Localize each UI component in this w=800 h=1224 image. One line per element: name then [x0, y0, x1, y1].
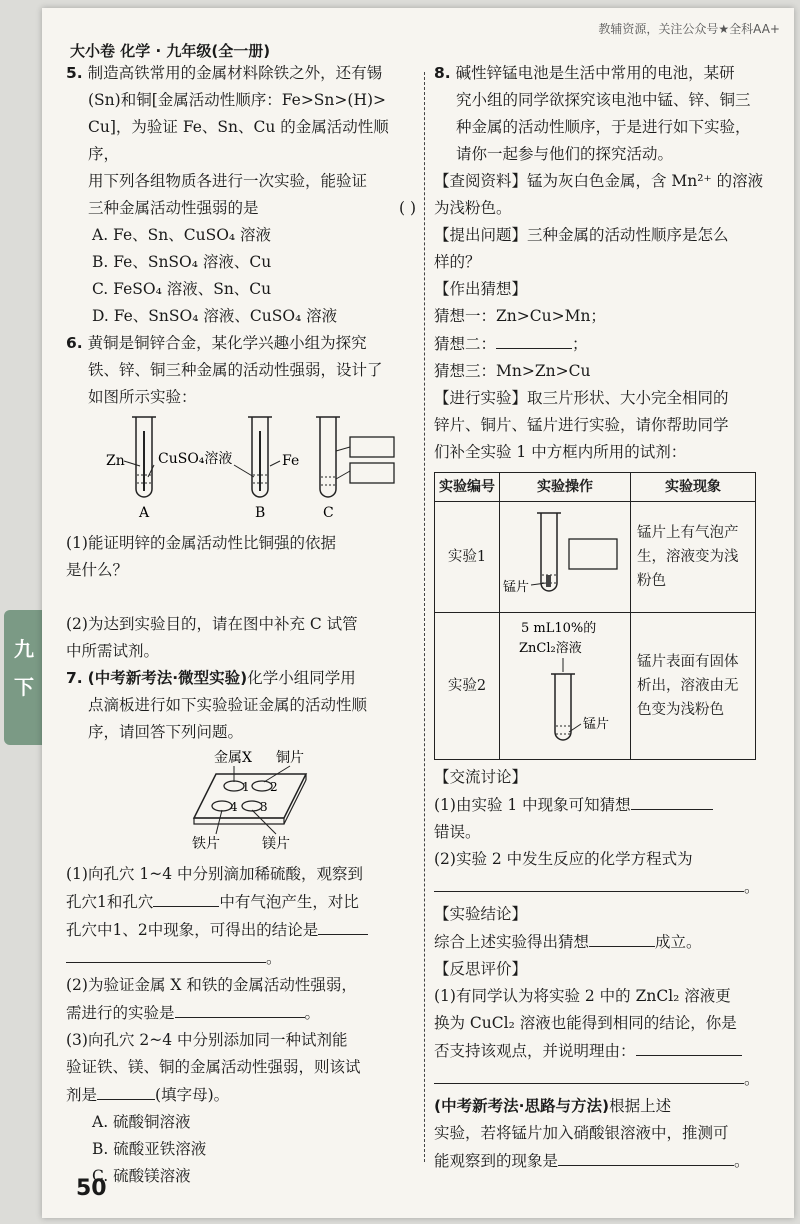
side-tab: [4, 610, 44, 745]
result-line: 锰片表面有固体: [637, 654, 739, 670]
spot-plate-figure: [66, 746, 396, 852]
table-cell: [631, 502, 756, 613]
q6-line: 如图所示实验：: [88, 388, 197, 406]
q8-line: 请你一起参与他们的探究活动。: [456, 145, 674, 163]
left-column: [66, 60, 416, 1190]
right-column: [434, 60, 780, 1175]
tube-label: A: [139, 505, 150, 521]
exp-line: 们补全实验 1 中方框内所用的试剂：: [434, 443, 687, 461]
question-line: 样的？: [434, 253, 481, 271]
column-divider: [424, 72, 425, 1162]
q7-tag: (中考新考法·微型实验): [87, 669, 248, 687]
question-number: 8.: [434, 64, 451, 82]
result-line: 生，溶液变为浅: [637, 549, 739, 565]
conclusion-heading: 【实验结论】: [434, 905, 528, 923]
hole-label: 1: [242, 780, 250, 794]
table-cell: [500, 613, 631, 760]
q5-line: (Sn)和铜[金属活动性顺序：Fe>Sn>(H)>: [88, 91, 386, 109]
q7-sub2: (2)为验证金属 X 和铁的金属活动性强弱，: [66, 976, 357, 994]
info-line: 为浅粉色。: [434, 199, 512, 217]
metal-x-label: 金属X: [214, 750, 252, 766]
question-line: 【提出问题】三种金属的活动性顺序是怎么: [434, 226, 729, 244]
reflect-line: 实验，若将锰片加入硝酸银溶液中，推测可: [434, 1124, 729, 1142]
hole-label: 2: [270, 780, 278, 794]
period: 。: [304, 1004, 321, 1022]
q7-sub1: 孔穴中1、2中现象，可得出的结论是: [66, 921, 319, 939]
q7-line: 点滴板进行如下实验验证金属的活动性顺: [88, 696, 368, 714]
side-tab-char: 九: [14, 637, 34, 661]
q6-sub2: 中所需试剂。: [66, 642, 160, 660]
exp-line: 【进行实验】取三片形状、大小完全相同的: [434, 389, 729, 407]
fe-label: Fe: [282, 453, 300, 469]
table-header: 实验编号: [435, 473, 500, 502]
blank[interactable]: [434, 873, 744, 892]
option: B. 硫酸亚铁溶液: [92, 1140, 207, 1158]
guess-3: 猜想三：Mn>Zn>Cu: [434, 362, 591, 380]
solution-label: 5 mL10%的: [521, 621, 597, 636]
hole-label: 4: [230, 800, 238, 814]
q6-sub2: (2)为达到实验目的，请在图中补充 C 试管: [66, 615, 358, 633]
option: D. Fe、SnSO₄ 溶液、CuSO₄ 溶液: [92, 307, 338, 325]
blank[interactable]: [496, 330, 572, 349]
r2-tag: (中考新考法·思路与方法): [434, 1097, 610, 1115]
blank[interactable]: [318, 916, 368, 935]
answer-paren[interactable]: ( ): [398, 199, 416, 217]
q7-sub3: (填字母)。: [155, 1086, 230, 1104]
q5-line: 制造高铁常用的金属材料除铁之外，还有锡: [87, 64, 383, 82]
question-number: 6.: [66, 334, 83, 352]
q7-sub1: 孔穴1和孔穴: [66, 893, 154, 911]
table-cell: [500, 502, 631, 613]
blank[interactable]: [66, 944, 266, 963]
result-line: 析出，溶液由无: [637, 678, 739, 694]
mg-label: 镁片: [262, 836, 290, 852]
reflect-heading: 【反思评价】: [434, 960, 528, 978]
page: [42, 8, 794, 1218]
reagent-box[interactable]: [569, 539, 617, 569]
reflect-line: 换为 CuCl₂ 溶液也能得到相同的结论，你是: [434, 1014, 737, 1032]
blank[interactable]: [558, 1147, 734, 1166]
guess-1: 猜想一：Zn>Cu>Mn；: [434, 307, 606, 325]
q8-line: 碱性锌锰电池是生活中常用的电池，某研: [455, 64, 735, 82]
table-cell: 实验2: [435, 613, 500, 760]
q6-sub1: (1)能证明锌的金属活动性比铜强的依据: [66, 534, 336, 552]
period: 。: [744, 1070, 760, 1088]
option: C. FeSO₄ 溶液、Sn、Cu: [92, 280, 272, 298]
blank[interactable]: [434, 1065, 744, 1084]
guess-2: 猜想二：: [434, 335, 497, 353]
reflect-line: 能观察到的现象是: [434, 1152, 559, 1170]
answer-box[interactable]: [350, 437, 394, 457]
q8-line: 究小组的同学欲探究该电池中锰、锌、铜三: [456, 91, 751, 109]
blank[interactable]: [631, 791, 713, 810]
discuss-heading: 【交流讨论】: [434, 768, 528, 786]
q8-line: 种金属的活动性顺序，于是进行如下实验，: [456, 118, 751, 136]
q6-sub1: 是什么？: [66, 561, 129, 579]
conclusion-line: 综合上述实验得出猜想: [434, 933, 590, 951]
watermark: 教辅资源，关注公众号★全科AA+: [598, 22, 780, 36]
q7-sub3: 验证铁、镁、铜的金属活动性强弱，则该试: [66, 1058, 361, 1076]
discuss-1: 错误。: [434, 823, 481, 841]
side-tab-char: 下: [14, 675, 34, 699]
mn-label: 锰片: [503, 580, 530, 595]
book-title: 大小卷 化学 · 九年级(全一册): [70, 42, 271, 60]
question-number: 5.: [66, 64, 83, 82]
q6-line: 铁、锌、铜三种金属的活动性强弱，设计了: [88, 361, 383, 379]
option: A. Fe、Sn、CuSO₄ 溶液: [92, 226, 272, 244]
blank[interactable]: [589, 928, 655, 947]
test-tube-figure: [66, 411, 396, 521]
result-line: 粉色: [637, 573, 666, 589]
solution-label: ZnCl₂溶液: [519, 641, 582, 656]
copper-label: 铜片: [276, 750, 304, 766]
result-line: 锰片上有气泡产: [637, 525, 739, 541]
experiment-table: [434, 472, 756, 760]
q7-sub1: (1)向孔穴 1~4 中分别滴加稀硫酸，观察到: [66, 865, 364, 883]
answer-box[interactable]: [350, 463, 394, 483]
blank[interactable]: [636, 1037, 742, 1056]
q7-sub2: 需进行的实验是: [66, 1004, 175, 1022]
reflect-line: (1)有同学认为将实验 2 中的 ZnCl₂ 溶液更: [434, 987, 731, 1005]
table-header: 实验操作: [500, 473, 631, 502]
semicolon: ；: [572, 335, 588, 353]
reflect-line: 根据上述: [609, 1097, 672, 1115]
answer-space[interactable]: [66, 584, 416, 611]
tube-label: C: [323, 505, 334, 521]
q7-sub3: 剂是: [66, 1086, 98, 1104]
guess-heading: 【作出猜想】: [434, 280, 528, 298]
q5-line: 用下列各组物质各进行一次实验，能验证: [88, 172, 368, 190]
exp1-figure: [501, 503, 629, 603]
blank[interactable]: [153, 888, 219, 907]
info-line: 【查阅资料】锰为灰白色金属，含 Mn²⁺ 的溶液: [434, 172, 764, 190]
blank[interactable]: [97, 1081, 155, 1100]
exp-line: 锌片、铜片、锰片进行实验，请你帮助同学: [434, 416, 729, 434]
zn-label: Zn: [106, 453, 125, 469]
tube-label: B: [255, 505, 266, 521]
iron-label: 铁片: [192, 836, 220, 852]
q7-sub1: 中有气泡产生，对比: [219, 893, 359, 911]
tube-c: [316, 417, 394, 521]
question-number: 7.: [66, 669, 83, 687]
period: 。: [744, 878, 760, 896]
option: A. 硫酸铜溶液: [92, 1113, 191, 1131]
option: C. 硫酸镁溶液: [92, 1167, 191, 1185]
conclusion-line: 成立。: [655, 933, 702, 951]
reflect-line: 否支持该观点，并说明理由：: [434, 1042, 636, 1060]
blank[interactable]: [175, 999, 305, 1018]
hole-label: 3: [260, 800, 268, 814]
period: 。: [266, 949, 282, 967]
q5-line: Cu]，为验证 Fe、Sn、Cu 的金属活动性顺序，: [88, 118, 389, 163]
period: 。: [734, 1152, 750, 1170]
q6-line: 黄铜是铜锌合金，某化学兴趣小组为探究: [87, 334, 367, 352]
discuss-2: (2)实验 2 中发生反应的化学方程式为: [434, 850, 693, 868]
page-number: 50: [76, 1176, 107, 1201]
q7-line: 化学小组同学用: [247, 669, 356, 687]
option: B. Fe、SnSO₄ 溶液、Cu: [92, 253, 272, 271]
mn-label: 锰片: [583, 717, 610, 732]
q5-line: 三种金属活动性强弱的是: [88, 199, 259, 217]
table-header: 实验现象: [631, 473, 756, 502]
tube-a: [106, 417, 156, 521]
result-line: 色变为浅粉色: [637, 702, 724, 718]
table-cell: 实验1: [435, 502, 500, 613]
exp2-figure: [501, 614, 629, 750]
q7-sub3: (3)向孔穴 2~4 中分别添加同一种试剂能: [66, 1031, 348, 1049]
table-cell: [631, 613, 756, 760]
tube-b: [148, 417, 299, 521]
q7-line: 序，请回答下列问题。: [88, 723, 244, 741]
cuso4-label: CuSO₄溶液: [158, 451, 233, 467]
discuss-1: (1)由实验 1 中现象可知猜想: [434, 796, 631, 814]
